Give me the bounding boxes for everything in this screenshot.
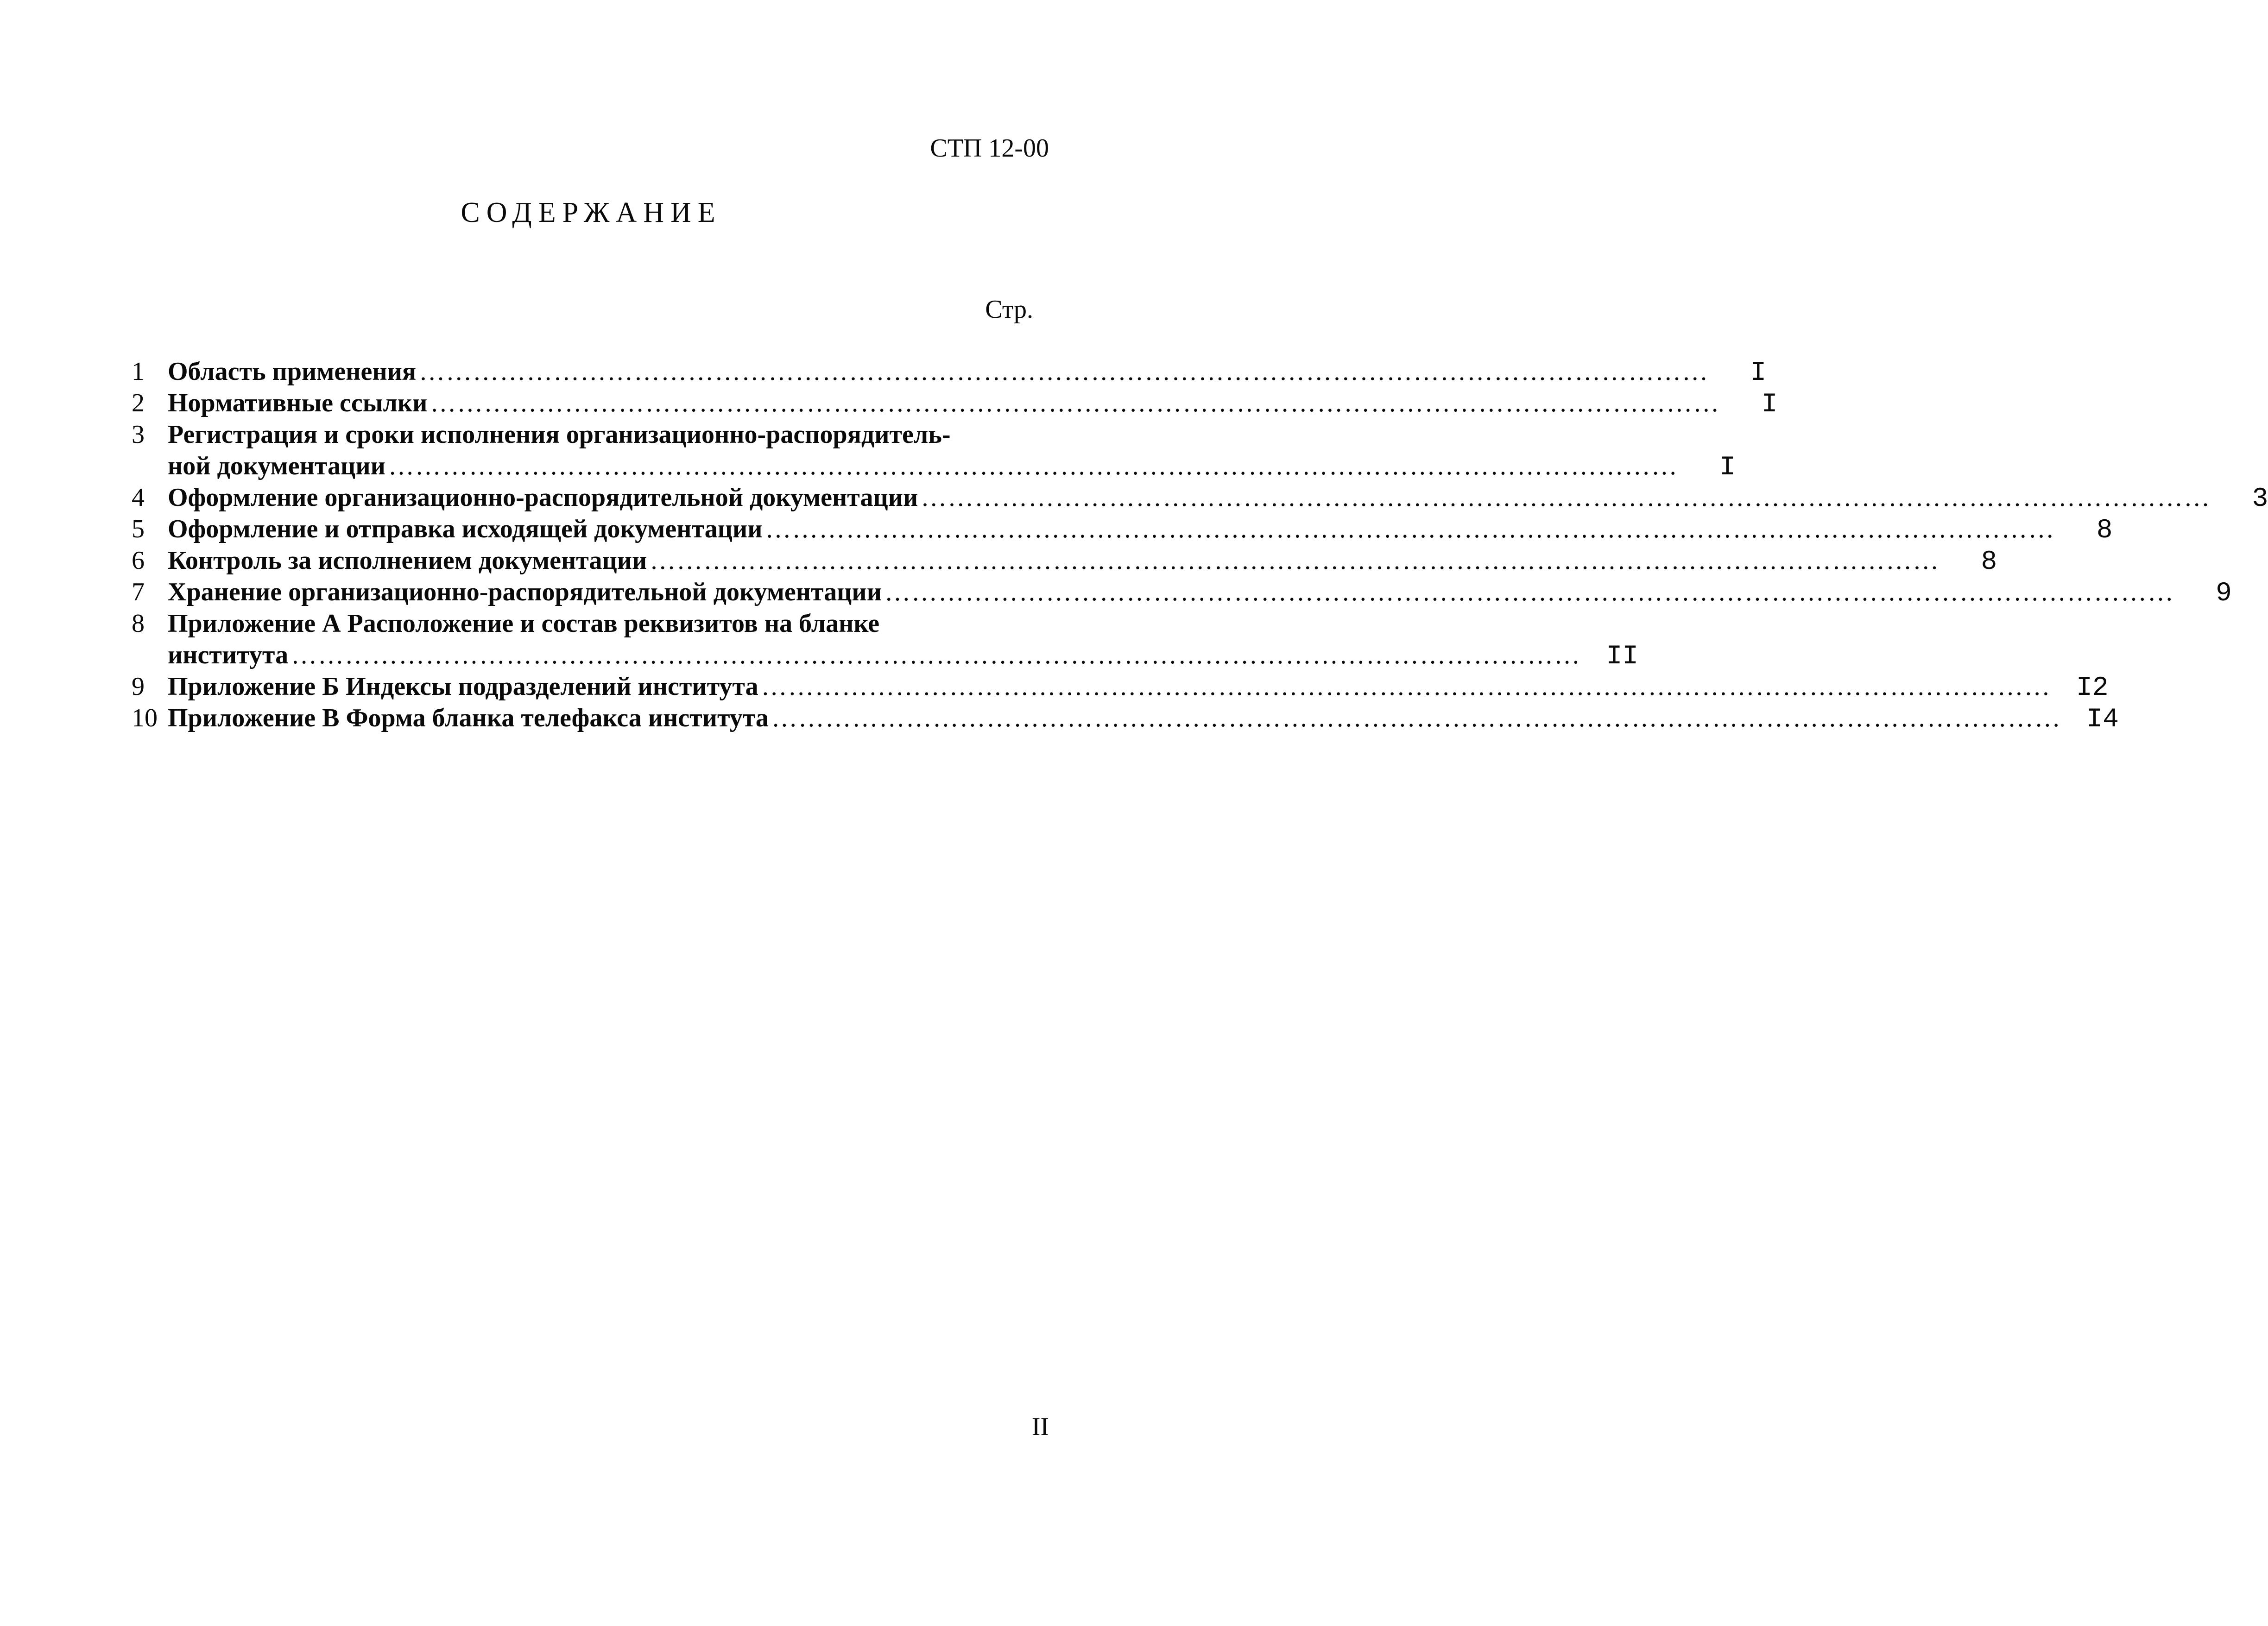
toc-title: СОДЕРЖАНИЕ: [461, 197, 722, 228]
toc-dot-leader: ………………………………………………………………………………………………………………………………: [388, 452, 1678, 480]
toc-entry-number: 2: [132, 389, 145, 417]
toc-dot-leader: ………………………………………………………………………………………………………………………………: [291, 641, 1581, 669]
toc-dot-leader: ………………………………………………………………………………………………………………………………: [650, 546, 1940, 575]
toc-entry-title: Приложение В Форма бланка телефакса института: [168, 704, 769, 732]
document-code: СТП 12-00: [930, 134, 1049, 163]
toc-dot-leader: ………………………………………………………………………………………………………………………………: [921, 483, 2211, 512]
toc-entry[interactable]: [132, 387, 1778, 420]
toc-entry-page: 9: [2216, 579, 2232, 609]
toc-entry[interactable]: [132, 702, 2119, 735]
toc-line: [132, 356, 1767, 388]
toc-line: [132, 450, 1736, 483]
toc-entry-title: Контроль за исполнением документации: [168, 546, 647, 575]
toc-entry-number: 4: [132, 483, 145, 512]
toc-entry-page: I4: [2086, 705, 2119, 735]
toc-line: [132, 576, 2232, 609]
toc-dot-leader: ………………………………………………………………………………………………………………………………: [419, 357, 1709, 386]
toc-entry-title: Область применения: [168, 357, 417, 386]
toc-entry-title: Хранение организационно-распорядительной документации: [168, 578, 882, 606]
toc-entry-page: I: [1761, 390, 1778, 420]
toc-entry[interactable]: [132, 671, 2109, 703]
page-column-header: Стр.: [985, 295, 1033, 324]
toc-entry[interactable]: [132, 356, 1767, 388]
toc-entry[interactable]: [132, 513, 2113, 546]
toc-entry-page: 8: [2096, 516, 2113, 546]
toc-entry-number: 6: [132, 546, 145, 575]
toc-entry-title: Оформление и отправка исходящей документации: [168, 515, 763, 543]
toc-line: [132, 545, 1997, 577]
toc-entry-title: ной документации: [168, 452, 385, 480]
toc-entry[interactable]: [132, 576, 2232, 609]
toc-line: [132, 702, 2119, 735]
toc-entry-page: 3: [2252, 484, 2268, 514]
toc-entry-page: 8: [1981, 547, 1997, 577]
toc-entry[interactable]: [132, 608, 1639, 672]
toc-entry-page: I2: [2076, 673, 2109, 703]
toc-line: [132, 608, 1021, 639]
toc-entry-title: Регистрация и сроки исполнения организационно-распорядитель-: [168, 420, 951, 449]
toc-entry[interactable]: [132, 419, 1736, 483]
page-number: II: [1031, 1412, 1049, 1441]
toc-entry-number: 10: [132, 704, 158, 732]
table-of-contents: [132, 356, 2268, 735]
toc-dot-leader: ………………………………………………………………………………………………………………………………: [771, 704, 2061, 732]
toc-entry-page: I: [1719, 453, 1736, 483]
toc-entry-page: II: [1606, 642, 1639, 672]
toc-line: [132, 513, 2113, 546]
toc-line: [132, 482, 2268, 514]
toc-entry-number: 7: [132, 578, 145, 606]
toc-dot-leader: ………………………………………………………………………………………………………………………………: [761, 672, 2051, 701]
toc-dot-leader: ………………………………………………………………………………………………………………………………: [430, 389, 1720, 417]
toc-entry-page: I: [1750, 358, 1767, 388]
toc-entry-title: Приложение Б Индексы подразделений института: [168, 672, 758, 701]
toc-entry-title: института: [168, 641, 289, 669]
toc-entry-title: Нормативные ссылки: [168, 389, 428, 417]
toc-line: [132, 387, 1778, 420]
toc-entry[interactable]: [132, 482, 2268, 514]
toc-entry-number: 3: [132, 420, 145, 449]
toc-entry-number: 1: [132, 357, 145, 386]
toc-entry-title: Приложение А Расположение и состав реквизитов на бланке: [168, 609, 880, 638]
toc-entry-title: Оформление организационно-распорядительной документации: [168, 483, 918, 512]
toc-dot-leader: ………………………………………………………………………………………………………………………………: [884, 578, 2174, 606]
toc-entry-number: 9: [132, 672, 145, 701]
toc-entry[interactable]: [132, 545, 1997, 577]
toc-entry-number: 5: [132, 515, 145, 543]
toc-line: [132, 419, 1021, 450]
toc-line: [132, 639, 1639, 672]
toc-dot-leader: ………………………………………………………………………………………………………………………………: [765, 515, 2055, 543]
toc-entry-number: 8: [132, 609, 145, 638]
toc-line: [132, 671, 2109, 703]
